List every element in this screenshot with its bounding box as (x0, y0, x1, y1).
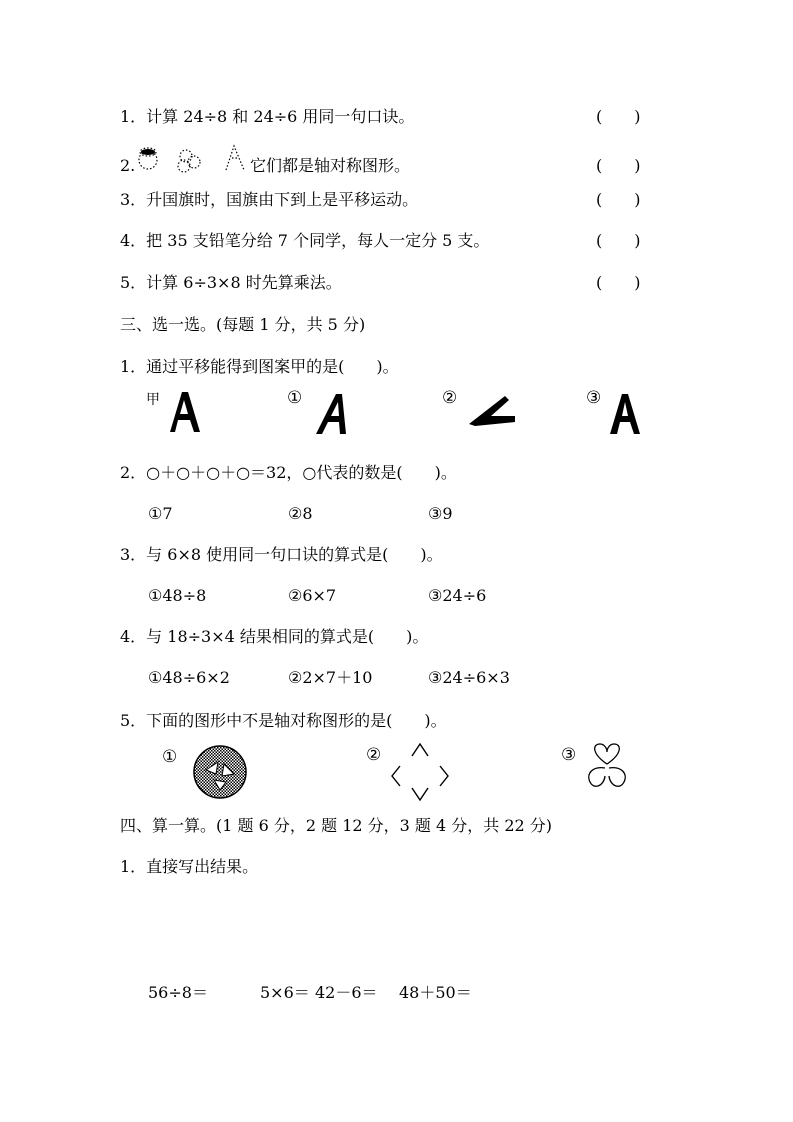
choose-q3: 3．与 6×8 使用同一句口诀的算式是( )。 (120, 545, 443, 564)
letter-a-figure-jia (158, 388, 202, 436)
expr-1: 56÷8＝ (148, 983, 208, 1002)
chevrons-figure (388, 740, 452, 802)
q5-opt-3-mark: ③ (561, 745, 577, 765)
q5-opt-2-mark: ② (366, 745, 382, 765)
dotted-shapes-figure (134, 140, 254, 176)
q2-option-3[interactable]: ③9 (428, 504, 453, 523)
expr-4: 48＋50＝ (399, 983, 472, 1002)
answer-paren-2[interactable]: ( ) (596, 156, 641, 175)
q3-option-3[interactable]: ③24÷6 (428, 586, 487, 605)
choose-q2: 2．○＋○＋○＋○＝32，○代表的数是( )。 (120, 463, 457, 482)
expr-3: 42－6＝ (315, 983, 378, 1002)
q4-option-3[interactable]: ③24÷6×3 (428, 668, 510, 687)
judge-item-2-number: 2. (120, 156, 136, 175)
judge-item-5: 5．计算 6÷3×8 时先算乘法。 (120, 273, 342, 292)
letter-a-figure-2 (465, 390, 521, 430)
judge-item-1: 1．计算 24÷8 和 24÷6 用同一句口诀。 (120, 107, 415, 126)
label-jia: 甲 (146, 392, 160, 408)
choose-q1: 1．通过平移能得到图案甲的是( )。 (120, 357, 399, 376)
judge-item-4: 4．把 35 支铅笔分给 7 个同学，每人一定分 5 支。 (120, 231, 490, 250)
calc-q1: 1．直接写出结果。 (120, 857, 259, 876)
judge-item-2-text: 它们都是轴对称图形。 (250, 156, 411, 175)
q2-option-1[interactable]: ①7 (148, 504, 173, 523)
q4-option-1[interactable]: ①48÷6×2 (148, 668, 230, 687)
q2-option-2[interactable]: ②8 (288, 504, 313, 523)
answer-paren-5[interactable]: ( ) (596, 273, 641, 292)
answer-paren-1[interactable]: ( ) (596, 107, 641, 126)
expr-2: 5×6＝ (260, 983, 310, 1002)
q1-opt-2-mark: ② (442, 388, 458, 408)
q3-option-2[interactable]: ②6×7 (288, 586, 337, 605)
q1-opt-3-mark: ③ (586, 388, 602, 408)
letter-a-figure-3 (606, 390, 650, 438)
patterned-circle-figure (190, 744, 250, 800)
q4-option-2[interactable]: ②2×7＋10 (288, 668, 373, 687)
q3-option-1[interactable]: ①48÷8 (148, 586, 207, 605)
clover-figure (582, 740, 632, 798)
q1-opt-1-mark: ① (287, 388, 303, 408)
section-3-heading: 三、选一选。(每题 1 分，共 5 分) (120, 315, 366, 334)
judge-item-3: 3．升国旗时，国旗由下到上是平移运动。 (120, 190, 419, 209)
choose-q4: 4．与 18÷3×4 结果相同的算式是( )。 (120, 627, 429, 646)
section-4-heading: 四、算一算。(1 题 6 分，2 题 12 分，3 题 4 分，共 22 分) (120, 816, 553, 835)
answer-paren-4[interactable]: ( ) (596, 231, 641, 250)
choose-q5: 5．下面的图形中不是轴对称图形的是( )。 (120, 711, 447, 730)
answer-paren-3[interactable]: ( ) (596, 190, 641, 209)
letter-a-figure-1 (310, 390, 354, 438)
q5-opt-1-mark: ① (162, 747, 178, 767)
